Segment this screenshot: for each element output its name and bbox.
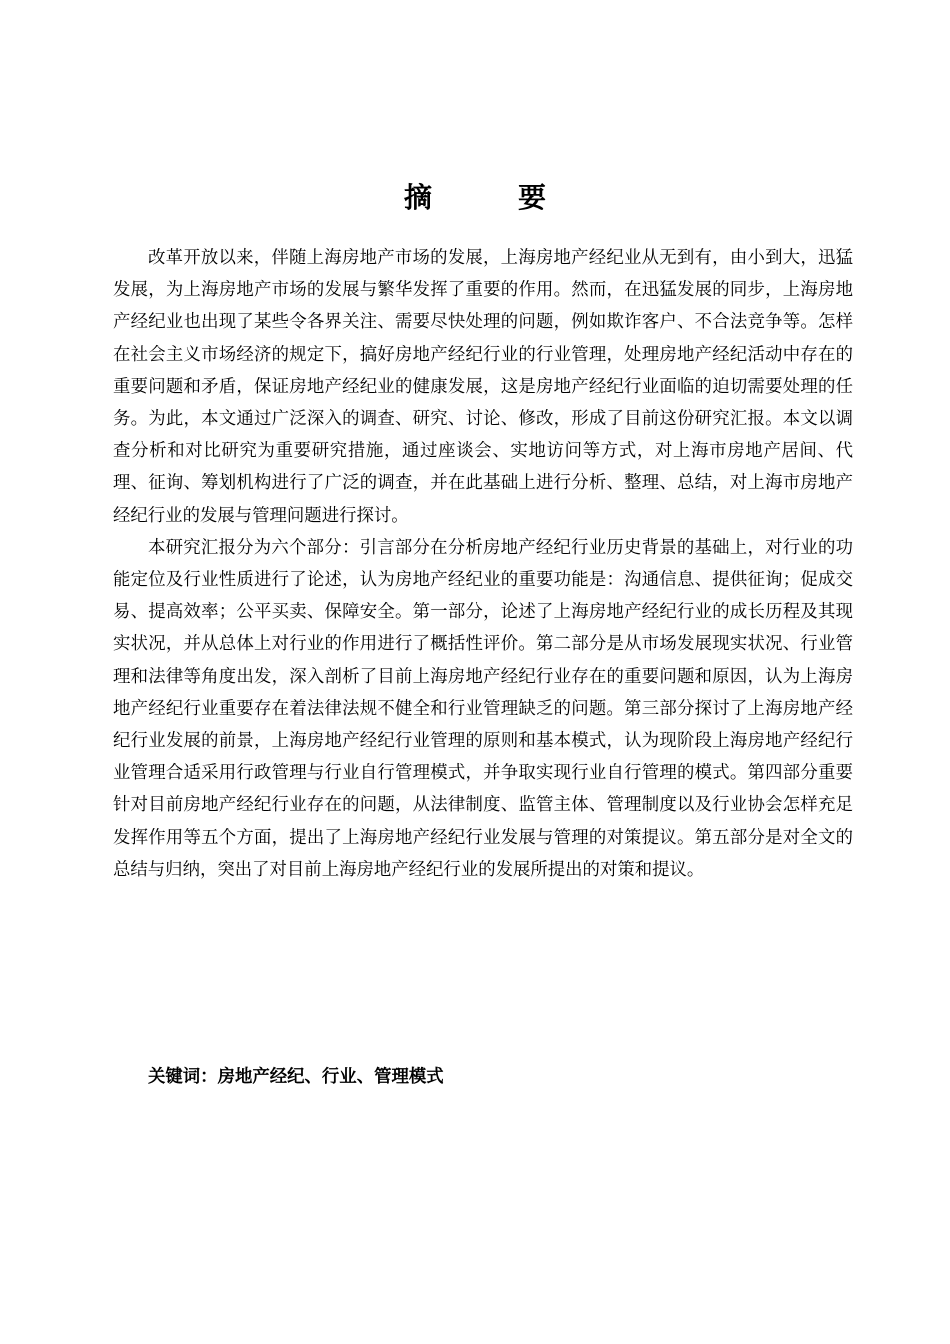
- title-char-2: 要: [518, 181, 547, 214]
- title-char-1: 摘: [403, 181, 432, 214]
- keywords-line: 关键词：房地产经纪、行业、管理模式: [148, 1067, 444, 1087]
- abstract-paragraph-2: 本研究汇报分为六个部分：引言部分在分析房地产经纪行业历史背景的基础上，对行业的功能定位及行业性质进行了论述，认为房地产经纪业的重要功能是：沟通信息、提供征询；促成交易、提高效率；公平买卖、保障安全。第一部分，论述了上海房地产经纪行业的成长历程及其现实状况，并从总体上对行业的作用进行了概括性评价。第二部分是从市场发展现实状况、行业管理和法律等角度出发，深入剖析了目前上海房地产经纪行业存在的重要问题和原因，认为上海房地产经纪行业重要存在着法律法规不健全和行业管理缺乏的问题。第三部分探讨了上海房地产经纪行业发展的前景，上海房地产经纪行业管理的原则和基本模式，认为现阶段上海房地产经纪行业管理合适采用行政管理与行业自行管理模式，并争取实现行业自行管理的模式。第四部分重要针对目前房地产经纪行业存在的问题，从法律制度、监管主体、管理制度以及行业协会怎样充足发挥作用等五个方面，提出了上海房地产经纪行业发展与管理的对策提议。第五部分是对全文的总结与归纳，突出了对目前上海房地产经纪行业的发展所提出的对策和提议。: [113, 537, 853, 880]
- abstract-body: [113, 242, 853, 886]
- page-title: [0, 176, 950, 216]
- abstract-paragraph-1: 改革开放以来，伴随上海房地产市场的发展，上海房地产经纪业从无到有，由小到大，迅猛发展，为上海房地产市场的发展与繁华发挥了重要的作用。然而，在迅猛发展的同步，上海房地产经纪业也出现了某些令各界关注、需要尽快处理的问题，例如欺诈客户、不合法竞争等。怎样在社会主义市场经济的规定下，搞好房地产经纪行业的行业管理，处理房地产经纪活动中存在的重要问题和矛盾，保证房地产经纪业的健康发展，这是房地产经纪行业面临的迫切需要处理的任务。为此，本文通过广泛深入的调查、研究、讨论、修改，形成了目前这份研究汇报。本文以调查分析和对比研究为重要研究措施，通过座谈会、实地访问等方式，对上海市房地产居间、代理、征询、筹划机构进行了广泛的调查，并在此基础上进行分析、整理、总结，对上海市房地产经纪行业的发展与管理问题进行探讨。: [113, 248, 853, 526]
